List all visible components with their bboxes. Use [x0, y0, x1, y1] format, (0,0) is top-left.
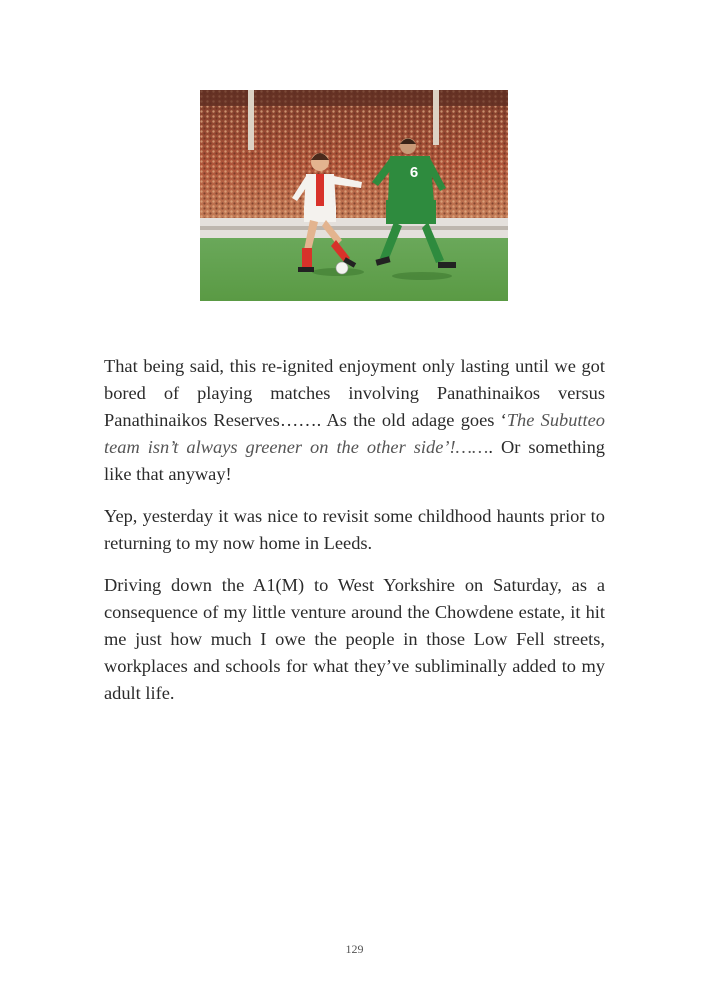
paragraph-1-end: . Or something like that anyway! [104, 437, 605, 484]
paragraph-2: Yep, yesterday it was nice to revisit some childhood haunts prior to returning to my now home in Leeds. [104, 506, 605, 553]
body-text [104, 353, 605, 722]
shirt-number: 6 [409, 164, 419, 181]
quote-text: The Subutteo team isn’t always greener on the other side’!…… [104, 410, 606, 457]
page-number: 129 [345, 942, 364, 956]
paragraph-1 [104, 353, 605, 488]
paragraph-3: Driving down the A1(M) to West Yorkshire on Saturday, as a consequence of my little venture around the Chowdene estate, it hit me just how much I owe the people in those Low Fell streets, workplaces and schools for what they’ve subliminally added to my adult life. [104, 575, 605, 703]
football-photo [200, 90, 508, 301]
paragraph-1-text: That being said, this re-ignited enjoyment only lasting until we got bored of playing matches involving Panathinaikos versus Panathinaikos Reserves……. As the old adage goes ‘ [104, 356, 605, 430]
